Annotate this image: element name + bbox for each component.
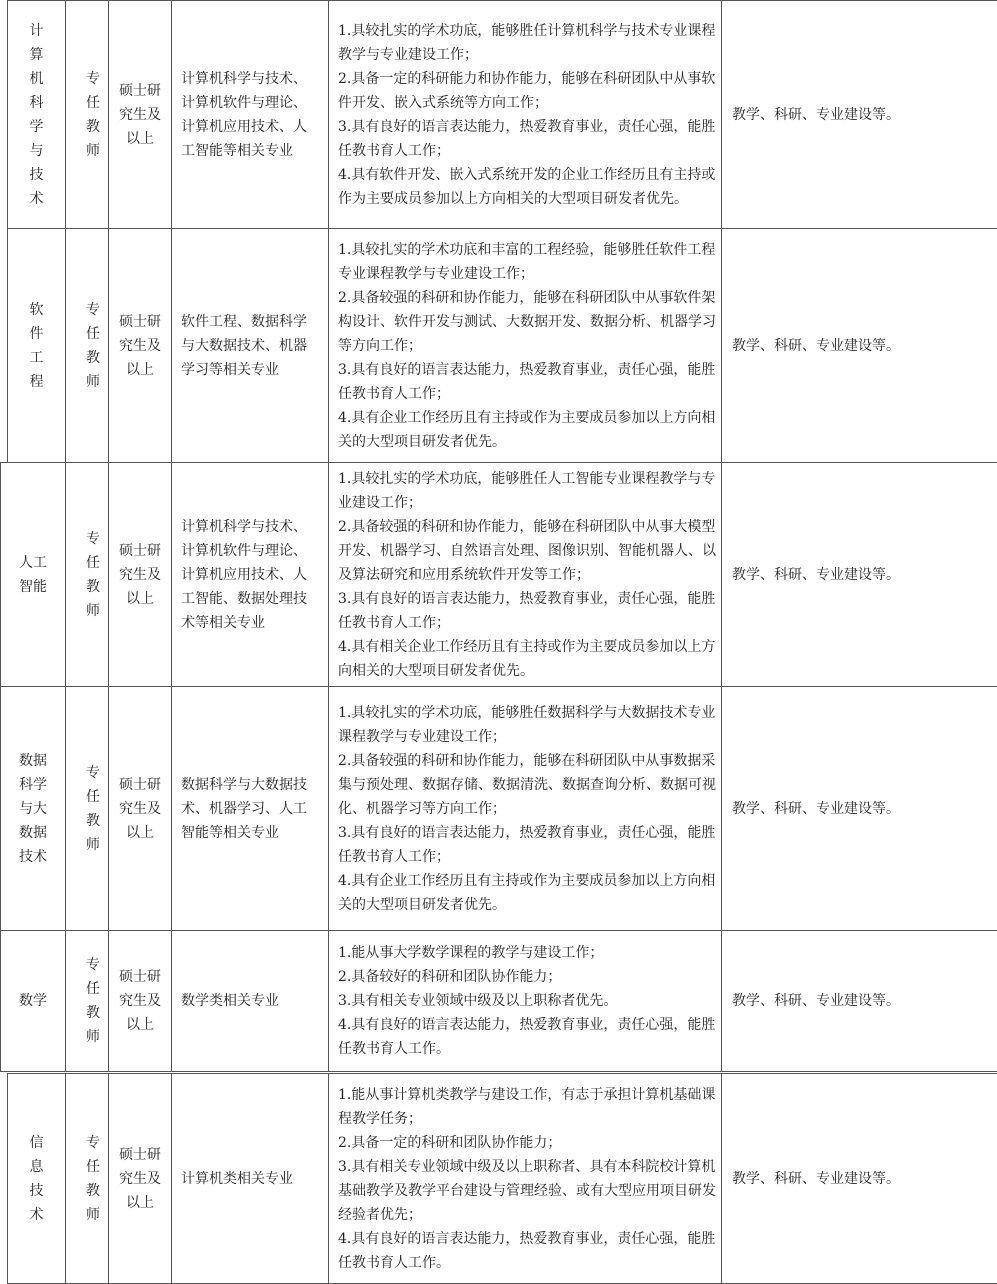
recruitment-table [7, 0, 997, 463]
post-cell: 专任教师 [66, 687, 109, 931]
table-row [1, 687, 997, 931]
duty-cell: 教学、科研、专业建设等。 [722, 463, 997, 687]
table-row [8, 1074, 997, 1284]
recruitment-table-part-3 [7, 1073, 997, 1284]
requirement-item: 4.具有企业工作经历且有主持或作为主要成员参加以上方向相关的大型项目研发者优先。 [338, 406, 716, 454]
specialty-cell: 软件工程、数据科学与大数据技术、机器学习等相关专业 [172, 229, 329, 463]
education-cell: 硕士研究生及以上 [109, 931, 172, 1072]
post-cell: 专任教师 [66, 1074, 109, 1284]
major-cell: 软件工程 [8, 229, 66, 463]
requirement-item: 1.能从事计算机类教学与建设工作，有志于承担计算机基础课程教学任务； [338, 1083, 716, 1131]
requirements-cell [329, 931, 722, 1072]
duty-cell: 教学、科研、专业建设等。 [722, 1, 997, 229]
requirements-cell [329, 1, 722, 229]
requirement-item: 4.具有良好的语言表达能力，热爱教育事业，责任心强，能胜任教书育人工作。 [338, 1227, 716, 1275]
requirement-item: 1.能从事大学数学课程的教学与建设工作； [338, 941, 716, 965]
requirement-item: 2.具备较好的科研和团队协作能力； [338, 965, 716, 989]
post-cell: 专任教师 [66, 463, 109, 687]
education-cell: 硕士研究生及以上 [109, 687, 172, 931]
duty-cell: 教学、科研、专业建设等。 [722, 931, 997, 1072]
requirements-cell [329, 1074, 722, 1284]
major-cell: 信息技术 [8, 1074, 66, 1284]
requirement-item: 1.具较扎实的学术功底，能够胜任数据科学与大数据技术专业课程教学与专业建设工作； [338, 701, 716, 749]
requirement-item: 3.具有相关专业领域中级及以上职称者优先。 [338, 989, 716, 1013]
requirement-item: 2.具备较强的科研和协作能力，能够在科研团队中从事软件架构设计、软件开发与测试、大数据开发、数据分析、机器学习等方向工作； [338, 286, 716, 358]
requirement-item: 2.具备一定的科研和团队协作能力； [338, 1131, 716, 1155]
specialty-cell: 数据科学与大数据技术、机器学习、人工智能等相关专业 [172, 687, 329, 931]
education-cell: 硕士研究生及以上 [109, 1, 172, 229]
table-row [1, 463, 997, 687]
requirement-item: 2.具备较强的科研和协作能力，能够在科研团队中从事大模型开发、机器学习、自然语言处理、图像识别、智能机器人、以及算法研究和应用系统软件开发等工作； [338, 515, 716, 587]
education-cell: 硕士研究生及以上 [109, 1074, 172, 1284]
major-cell: 数学 [1, 931, 66, 1072]
table-row [1, 931, 997, 1072]
specialty-cell: 计算机科学与技术、计算机软件与理论、计算机应用技术、人工智能等相关专业 [172, 1, 329, 229]
major-cell: 计算机科学与技术 [8, 1, 66, 229]
duty-cell: 教学、科研、专业建设等。 [722, 229, 997, 463]
requirements-cell [329, 229, 722, 463]
duty-cell: 教学、科研、专业建设等。 [722, 687, 997, 931]
requirement-item: 1.具较扎实的学术功底，能够胜任计算机科学与技术专业课程教学与专业建设工作； [338, 19, 716, 67]
requirement-item: 4.具有良好的语言表达能力，热爱教育事业，责任心强，能胜任教书育人工作。 [338, 1013, 716, 1061]
table-row [8, 229, 997, 463]
requirement-item: 4.具有相关企业工作经历且有主持或作为主要成员参加以上方向相关的大型项目研发者优先。 [338, 635, 716, 683]
requirement-item: 3.具有良好的语言表达能力，热爱教育事业，责任心强，能胜任教书育人工作； [338, 587, 716, 635]
education-cell: 硕士研究生及以上 [109, 463, 172, 687]
requirement-item: 3.具有良好的语言表达能力，热爱教育事业，责任心强，能胜任教书育人工作； [338, 821, 716, 869]
requirement-item: 4.具有企业工作经历且有主持或作为主要成员参加以上方向相关的大型项目研发者优先。 [338, 869, 716, 917]
major-cell: 人工智能 [1, 463, 66, 687]
requirement-item: 1.具较扎实的学术功底和丰富的工程经验，能够胜任软件工程专业课程教学与专业建设工作； [338, 238, 716, 286]
education-cell: 硕士研究生及以上 [109, 229, 172, 463]
requirements-cell [329, 687, 722, 931]
requirements-cell [329, 463, 722, 687]
specialty-cell: 计算机类相关专业 [172, 1074, 329, 1284]
requirement-item: 2.具备较强的科研和协作能力，能够在科研团队中从事数据采集与预处理、数据存储、数据清洗、数据查询分析、数据可视化、机器学习等方向工作； [338, 749, 716, 821]
post-cell: 专任教师 [66, 229, 109, 463]
requirement-item: 3.具有相关专业领域中级及以上职称者、具有本科院校计算机基础教学及教学平台建设与管理经验、或有大型应用项目研发经验者优先； [338, 1155, 716, 1227]
requirement-item: 1.具较扎实的学术功底，能够胜任人工智能专业课程教学与专业建设工作； [338, 467, 716, 515]
recruitment-table-part-2 [0, 462, 997, 1072]
requirement-item: 3.具有良好的语言表达能力，热爱教育事业，责任心强，能胜任教书育人工作； [338, 115, 716, 163]
requirement-item: 4.具有软件开发、嵌入式系统开发的企业工作经历且有主持或作为主要成员参加以上方向相关的大型项目研发者优先。 [338, 163, 716, 211]
specialty-cell: 数学类相关专业 [172, 931, 329, 1072]
duty-cell: 教学、科研、专业建设等。 [722, 1074, 997, 1284]
post-cell: 专任教师 [66, 931, 109, 1072]
post-cell: 专任教师 [66, 1, 109, 229]
major-cell: 数据科学与大数据技术 [1, 687, 66, 931]
table-row [8, 1, 997, 229]
requirement-item: 3.具有良好的语言表达能力，热爱教育事业，责任心强，能胜任教书育人工作； [338, 358, 716, 406]
requirement-item: 2.具备一定的科研能力和协作能力，能够在科研团队中从事软件开发、嵌入式系统等方向工作； [338, 67, 716, 115]
specialty-cell: 计算机科学与技术、计算机软件与理论、计算机应用技术、人工智能、数据处理技术等相关专业 [172, 463, 329, 687]
